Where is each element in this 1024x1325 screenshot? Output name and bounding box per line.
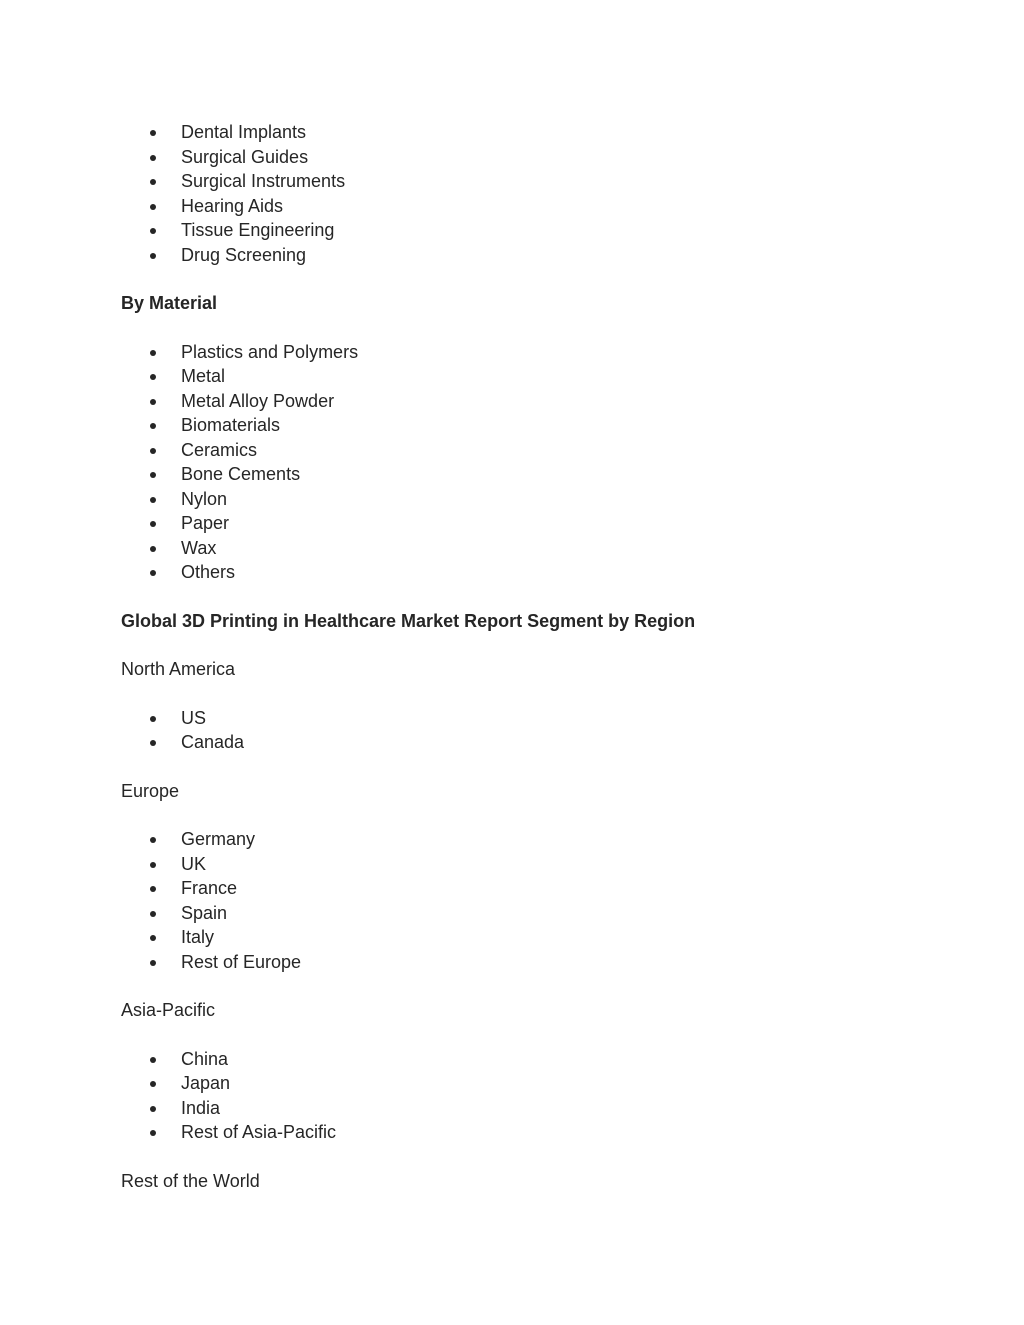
bullet-icon xyxy=(150,350,156,356)
region-label-europe: Europe xyxy=(121,780,180,801)
list-item: Biomaterials xyxy=(121,413,921,438)
list-item: China xyxy=(121,1047,921,1072)
material-list xyxy=(121,340,921,585)
list-item: Plastics and Polymers xyxy=(121,340,921,365)
bullet-icon xyxy=(150,521,156,527)
list-item: Surgical Guides xyxy=(121,145,921,170)
list-item: Dental Implants xyxy=(121,120,921,145)
list-item: UK xyxy=(121,852,921,877)
bullet-icon xyxy=(150,497,156,503)
list-item: Metal Alloy Powder xyxy=(121,389,921,414)
europe-list xyxy=(121,827,921,974)
list-item: Ceramics xyxy=(121,438,921,463)
bullet-icon xyxy=(150,448,156,454)
list-item: Hearing Aids xyxy=(121,194,921,219)
bullet-icon xyxy=(150,1081,156,1087)
list-item: Paper xyxy=(121,511,921,536)
list-item: Bone Cements xyxy=(121,462,921,487)
list-item: Rest of Europe xyxy=(121,950,921,975)
region-heading: Global 3D Printing in Healthcare Market Report Segment by Region xyxy=(121,610,696,631)
bullet-icon xyxy=(150,837,156,843)
list-item: India xyxy=(121,1096,921,1121)
list-item: Drug Screening xyxy=(121,243,921,268)
bullet-icon xyxy=(150,886,156,892)
list-item: Wax xyxy=(121,536,921,561)
bullet-icon xyxy=(150,130,156,136)
bullet-icon xyxy=(150,423,156,429)
application-list xyxy=(121,120,921,267)
bullet-icon xyxy=(150,935,156,941)
bullet-icon xyxy=(150,472,156,478)
list-item: Rest of Asia-Pacific xyxy=(121,1120,921,1145)
bullet-icon xyxy=(150,204,156,210)
bullet-icon xyxy=(150,960,156,966)
material-heading: By Material xyxy=(121,293,218,313)
list-item: Germany xyxy=(121,827,921,852)
list-item: Japan xyxy=(121,1071,921,1096)
bullet-icon xyxy=(150,546,156,552)
region-label-north-america: North America xyxy=(121,659,236,679)
bullet-icon xyxy=(150,253,156,259)
bullet-icon xyxy=(150,1130,156,1136)
list-item: Others xyxy=(121,560,921,585)
bullet-icon xyxy=(150,862,156,868)
region-label-asia-pacific: Asia-Pacific xyxy=(121,1000,216,1020)
bullet-icon xyxy=(150,716,156,722)
asia-pacific-list xyxy=(121,1047,921,1145)
document-content xyxy=(121,120,921,1193)
list-item: Surgical Instruments xyxy=(121,169,921,194)
list-item: US xyxy=(121,706,921,731)
list-item: Spain xyxy=(121,901,921,926)
bullet-icon xyxy=(150,570,156,576)
list-item: Metal xyxy=(121,364,921,389)
bullet-icon xyxy=(150,911,156,917)
bullet-icon xyxy=(150,399,156,405)
bullet-icon xyxy=(150,155,156,161)
bullet-icon xyxy=(150,1106,156,1112)
bullet-icon xyxy=(150,374,156,380)
bullet-icon xyxy=(150,179,156,185)
bullet-icon xyxy=(150,228,156,234)
list-item: Tissue Engineering xyxy=(121,218,921,243)
north-america-list xyxy=(121,706,921,755)
region-label-rest-of-world: Rest of the World xyxy=(121,1170,260,1191)
list-item: Italy xyxy=(121,925,921,950)
bullet-icon xyxy=(150,1057,156,1063)
bullet-icon xyxy=(150,740,156,746)
list-item: Nylon xyxy=(121,487,921,512)
list-item: France xyxy=(121,876,921,901)
list-item: Canada xyxy=(121,730,921,755)
